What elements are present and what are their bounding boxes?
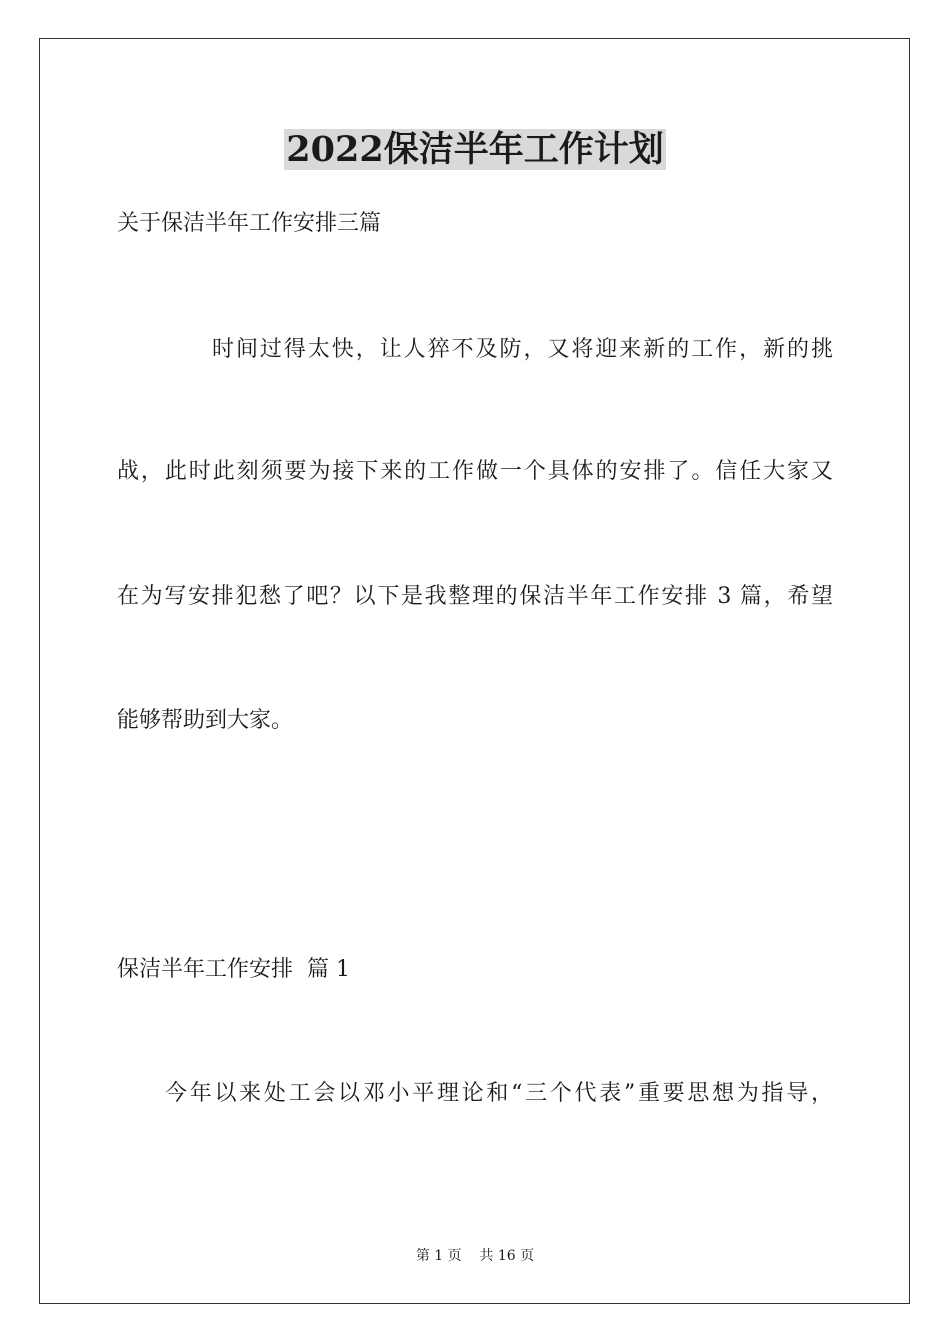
section-line-1: 今年以来处工会以邓小平理论和“三个代表”重要思想为指导，	[165, 1081, 833, 1106]
intro-line-1: 时间过得太快，让人猝不及防，又将迎来新的工作，新的挑	[212, 337, 833, 362]
intro-line-3: 在为写安排犯愁了吧？以下是我整理的保洁半年工作安排 3 篇，希望	[117, 584, 833, 609]
intro-line-4: 能够帮助到大家。	[117, 708, 294, 733]
document-title	[0, 125, 950, 175]
intro-line-2: 战，此时此刻须要为接下来的工作做一个具体的安排了。信任大家又	[117, 459, 833, 484]
page-footer: 第 1 页 共 16 页	[415, 1248, 535, 1264]
document-title-text: 2022保洁半年工作计划	[286, 129, 664, 170]
document-subtitle: 关于保洁半年工作安排三篇	[117, 211, 382, 236]
section-heading: 保洁半年工作安排 篇 1	[117, 957, 350, 982]
